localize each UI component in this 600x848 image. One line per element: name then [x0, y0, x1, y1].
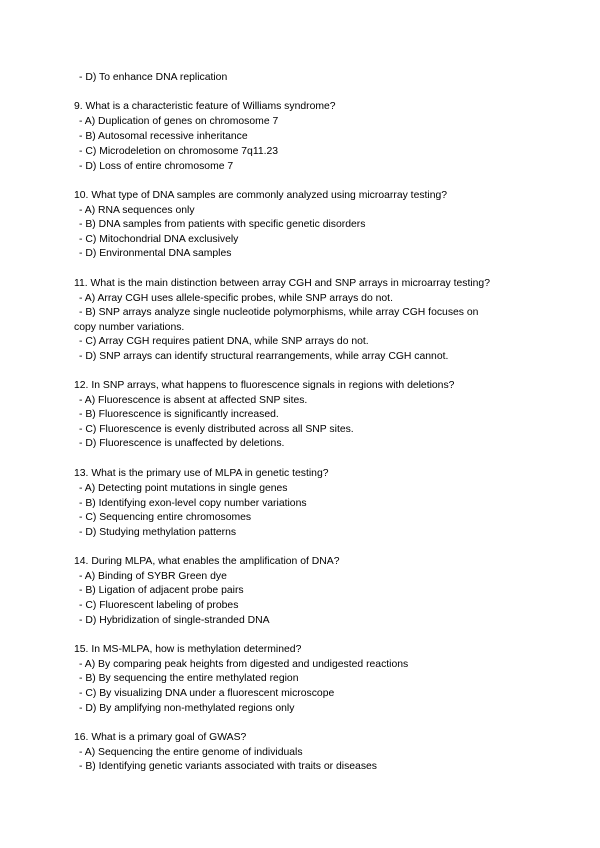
option-b-q10: - B) DNA samples from patients with specific genetic disorders	[79, 219, 366, 230]
option-d-q9: - D) Loss of entire chromosome 7	[79, 161, 234, 172]
option-b-q12: - B) Fluorescence is significantly increased.	[79, 409, 279, 420]
question-15: 15. In MS-MLPA, how is methylation determined?	[74, 644, 302, 655]
option-c-q13: - C) Sequencing entire chromosomes	[79, 512, 252, 523]
option-a-q9: - A) Duplication of genes on chromosome 7	[79, 116, 279, 127]
question-16: 16. What is a primary goal of GWAS?	[74, 732, 247, 743]
option-b-q9: - B) Autosomal recessive inheritance	[79, 131, 248, 142]
option-b-q14: - B) Ligation of adjacent probe pairs	[79, 585, 244, 596]
option-a-q13: - A) Detecting point mutations in single genes	[79, 483, 288, 494]
option-a-q14: - A) Binding of SYBR Green dye	[79, 571, 227, 582]
option-a-q11: - A) Array CGH uses allele-specific probes, while SNP arrays do not.	[79, 293, 393, 304]
option-a-q15: - A) By comparing peak heights from digested and undigested reactions	[79, 659, 409, 670]
option-d-q11: - D) SNP arrays can identify structural rearrangements, while array CGH cannot.	[79, 351, 449, 362]
option-d-q10: - D) Environmental DNA samples	[79, 248, 232, 259]
option-d-q8: - D) To enhance DNA replication	[79, 72, 228, 83]
option-a-q10: - A) RNA sequences only	[79, 205, 195, 216]
option-c-q15: - C) By visualizing DNA under a fluorescent microscope	[79, 688, 335, 699]
option-b-q15: - B) By sequencing the entire methylated region	[79, 673, 299, 684]
question-12: 12. In SNP arrays, what happens to fluorescence signals in regions with deletions?	[74, 380, 455, 391]
option-c-q11: - C) Array CGH requires patient DNA, while SNP arrays do not.	[79, 336, 369, 347]
option-b-q13: - B) Identifying exon-level copy number variations	[79, 498, 307, 509]
option-c-q12: - C) Fluorescence is evenly distributed across all SNP sites.	[79, 424, 354, 435]
question-14: 14. During MLPA, what enables the amplification of DNA?	[74, 556, 340, 567]
option-b-q11: - B) SNP arrays analyze single nucleotide polymorphisms, while array CGH focuses on	[79, 307, 479, 318]
option-a-q16: - A) Sequencing the entire genome of individuals	[79, 747, 303, 758]
option-d-q14: - D) Hybridization of single-stranded DNA	[79, 615, 270, 626]
option-d-q12: - D) Fluorescence is unaffected by deletions.	[79, 438, 285, 449]
question-9: 9. What is a characteristic feature of Williams syndrome?	[74, 101, 336, 112]
option-b-q11-continuation: copy number variations.	[74, 322, 185, 333]
option-d-q13: - D) Studying methylation patterns	[79, 527, 237, 538]
option-b-q16: - B) Identifying genetic variants associated with traits or diseases	[79, 761, 378, 772]
question-11: 11. What is the main distinction between array CGH and SNP arrays in microarray testing?	[74, 278, 490, 289]
option-c-q14: - C) Fluorescent labeling of probes	[79, 600, 239, 611]
option-a-q12: - A) Fluorescence is absent at affected SNP sites.	[79, 395, 308, 406]
option-d-q15: - D) By amplifying non-methylated regions only	[79, 703, 295, 714]
option-c-q10: - C) Mitochondrial DNA exclusively	[79, 234, 239, 245]
option-c-q9: - C) Microdeletion on chromosome 7q11.23	[79, 146, 279, 157]
question-10: 10. What type of DNA samples are commonly analyzed using microarray testing?	[74, 190, 448, 201]
question-13: 13. What is the primary use of MLPA in genetic testing?	[74, 468, 329, 479]
